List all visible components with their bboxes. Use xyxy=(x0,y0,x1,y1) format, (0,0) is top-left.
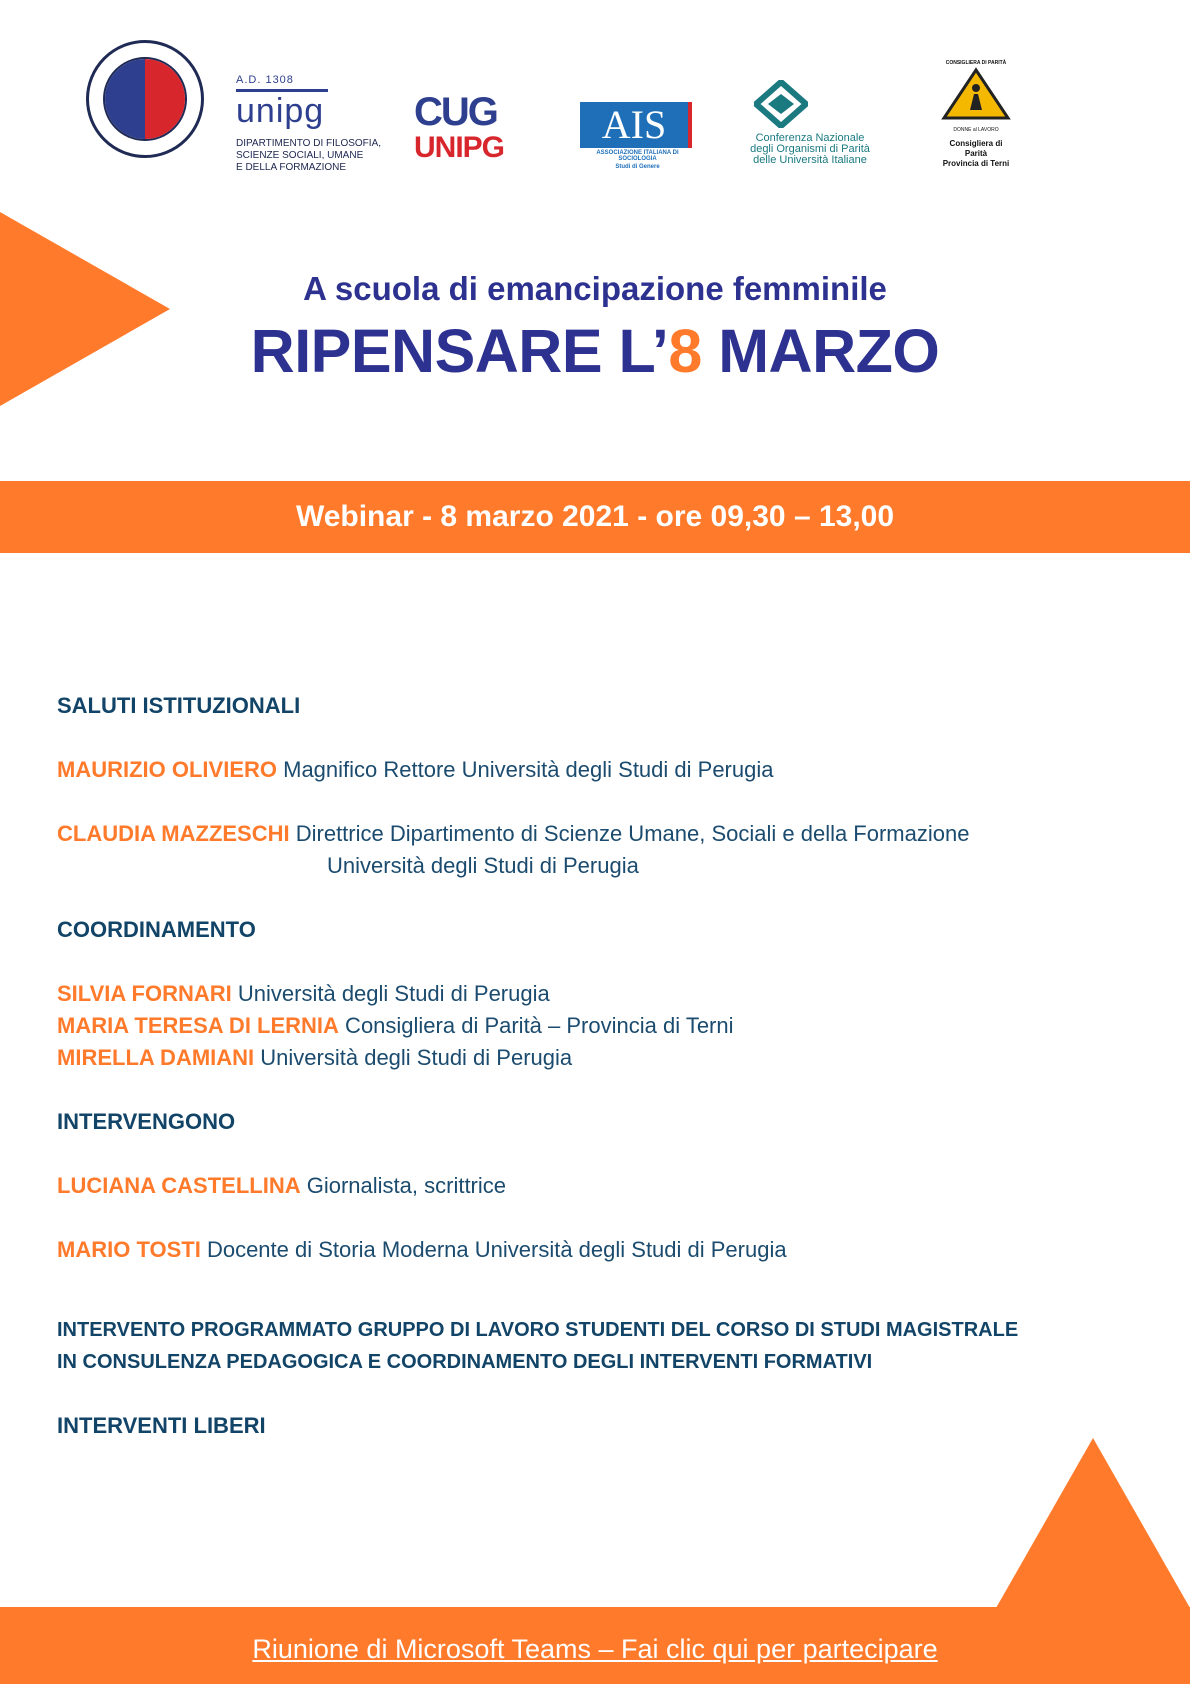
speaker-row xyxy=(57,1010,1157,1042)
section-heading-intervengono: INTERVENGONO xyxy=(57,1109,236,1134)
section-heading-programmato: IN CONSULENZA PEDAGOGICA E COORDINAMENTO DEGLI INTERVENTI FORMATIVI xyxy=(57,1351,873,1373)
speaker-role: Consigliera di Parità – Provincia di Terni xyxy=(338,1013,734,1038)
cug-unipg-logo xyxy=(414,90,505,166)
speaker-role: Giornalista, scrittrice xyxy=(300,1173,507,1198)
speaker-role: Magnifico Rettore Università degli Studi di Perugia xyxy=(277,757,774,782)
cug-line1: CUG xyxy=(414,90,497,134)
conf-line: Conferenza Nazionale xyxy=(755,132,865,144)
speaker-name: CLAUDIA MAZZESCHI xyxy=(57,821,290,846)
event-subtitle: A scuola di emancipazione femminile xyxy=(303,270,887,307)
section-heading-liberi: INTERVENTI LIBERI xyxy=(57,1413,266,1438)
section-heading-saluti: SALUTI ISTITUZIONALI xyxy=(57,693,301,718)
speaker-row xyxy=(57,818,1157,850)
unipg-year: A.D. 1308 xyxy=(236,74,294,86)
ais-subtitle: ASSOCIAZIONE ITALIANA DI SOCIOLOGIA xyxy=(596,150,679,162)
unipg-dept-line: E DELLA FORMAZIONE xyxy=(236,162,347,173)
donne-line: Consigliera di Parità xyxy=(949,139,1003,158)
speaker-name: MARIA TERESA DI LERNIA xyxy=(57,1013,339,1038)
teams-meeting-link[interactable]: Riunione di Microsoft Teams – Fai clic qui per partecipare xyxy=(252,1634,938,1664)
speaker-name: MIRELLA DAMIANI xyxy=(57,1045,255,1070)
speaker-role-continued: Università degli Studi di Perugia xyxy=(327,853,639,878)
donne-label: DONNE al LAVORO xyxy=(953,127,999,133)
speaker-role: Università degli Studi di Perugia xyxy=(231,981,550,1006)
section-heading-programmato: INTERVENTO PROGRAMMATO GRUPPO DI LAVORO STUDENTI DEL CORSO DI STUDI MAGISTRALE xyxy=(57,1319,1019,1341)
programme xyxy=(57,690,1157,1442)
conferenza-nazionale-logo xyxy=(740,80,890,166)
speaker-role: Direttrice Dipartimento di Scienze Umane, Sociali e della Formazione xyxy=(289,821,970,846)
speaker-name: SILVIA FORNARI xyxy=(57,981,232,1006)
title-part: RIPENSARE L’ xyxy=(250,317,669,385)
title-accent-number: 8 xyxy=(668,317,702,385)
event-title xyxy=(0,316,1190,386)
speaker-row xyxy=(57,754,1157,786)
speaker-name: LUCIANA CASTELLINA xyxy=(57,1173,301,1198)
speaker-row xyxy=(57,978,1157,1010)
speaker-name: MARIO TOSTI xyxy=(57,1237,201,1262)
cug-line2: UNIPG xyxy=(414,131,505,164)
speaker-row xyxy=(57,1234,1157,1266)
seal-shield-icon xyxy=(103,57,187,141)
unipg-dept-line: SCIENZE SOCIALI, UMANE xyxy=(236,150,364,161)
warning-sign-icon xyxy=(940,66,1012,122)
speaker-row xyxy=(57,1042,1157,1074)
unipg-department-logo xyxy=(236,74,386,174)
university-perugia-seal-logo xyxy=(86,40,204,158)
donne-line: Provincia di Terni xyxy=(942,159,1010,168)
webinar-date-time: Webinar - 8 marzo 2021 - ore 09,30 – 13,00 xyxy=(295,500,895,533)
speaker-role: Docente di Storia Moderna Università degli Studi di Perugia xyxy=(200,1237,787,1262)
speaker-row xyxy=(57,1170,1157,1202)
section-heading-coordinamento: COORDINAMENTO xyxy=(57,917,256,942)
unipg-wordmark: unipg xyxy=(236,92,325,130)
conf-line: degli Organismi di Parità xyxy=(750,143,870,155)
ais-wordmark: AIS xyxy=(580,102,692,148)
decorative-right-triangle xyxy=(996,1438,1190,1608)
ais-subtitle2: Studi di Genere xyxy=(615,164,660,170)
speaker-name: MAURIZIO OLIVIERO xyxy=(57,757,277,782)
speaker-role: Università degli Studi di Perugia xyxy=(254,1045,573,1070)
conferenza-mark-icon xyxy=(754,80,808,128)
consigliera-parita-logo xyxy=(940,60,1012,169)
unipg-dept-line: DIPARTIMENTO DI FILOSOFIA, xyxy=(236,138,382,149)
donne-caption: CONSIGLIERA DI PARITÀ xyxy=(945,60,1007,66)
title-part: MARZO xyxy=(701,317,940,385)
ais-logo xyxy=(580,102,695,168)
conf-line: delle Università Italiane xyxy=(753,154,867,166)
